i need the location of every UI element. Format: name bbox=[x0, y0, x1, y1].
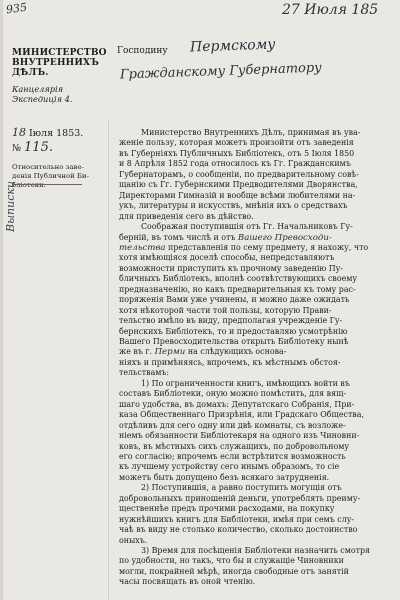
body-line bbox=[119, 306, 393, 316]
body-line bbox=[119, 222, 400, 232]
body-line bbox=[119, 389, 393, 399]
body-line bbox=[119, 525, 393, 535]
body-text: на слѣдующихъ основа- bbox=[185, 347, 287, 357]
body-text: хотя имѣющіяся доселѣ способы, непредставляютъ bbox=[119, 253, 335, 263]
body-text: для приведенія сего въ дѣйство. bbox=[119, 211, 254, 221]
body-text: добровольныхъ приношеній деньги, употреблять преиму- bbox=[119, 493, 361, 503]
body-line bbox=[119, 264, 393, 274]
body-line bbox=[119, 567, 393, 577]
chancery-line: Экспедиція 4. bbox=[12, 94, 73, 104]
body-text: поряженія Вами уже учинены, и можно даже ожидать bbox=[119, 295, 350, 305]
body-text: 3) Время для посѣщенія Библіотеки назначить смотря bbox=[141, 546, 370, 555]
subject-line: Относительно заве- bbox=[12, 163, 84, 171]
body-text: оныхъ. bbox=[119, 535, 148, 545]
body-line bbox=[119, 431, 393, 441]
body-line bbox=[119, 483, 400, 493]
body-line bbox=[119, 233, 393, 243]
body-handwritten-insert: Перми bbox=[154, 347, 186, 358]
letter-number-label: № bbox=[12, 143, 21, 154]
body-line bbox=[119, 159, 393, 169]
body-line bbox=[119, 546, 400, 556]
chancery-line: Канцелярія bbox=[12, 84, 64, 94]
body-line bbox=[119, 473, 393, 483]
body-text: бличныхъ Библіотекъ, вполнѣ соотвѣтствующихъ своему bbox=[119, 274, 358, 284]
ministry-line: ВНУТРЕННИХЪ bbox=[12, 58, 100, 68]
ministry-heading bbox=[12, 48, 107, 78]
body-text: шаго удобства, въ домахъ: Депутатскаго Собранія, При- bbox=[119, 399, 355, 409]
body-text: ковъ, въ мѣстныхъ сихъ служащихъ, по добровольному bbox=[119, 441, 350, 451]
body-text: отдѣливъ для сего одну или двѣ комнаты, съ возложе- bbox=[119, 420, 346, 430]
body-text: Соображая поступившія отъ Гг. Начальниковъ Гу- bbox=[141, 222, 353, 232]
body-text: могли, покрайней мѣрѣ, иногда свободные отъ занятій bbox=[119, 566, 349, 576]
body-text: чаѣ въ виду не столько количество, сколько достоинство bbox=[119, 525, 358, 535]
body-line bbox=[119, 285, 393, 295]
body-line bbox=[119, 368, 393, 378]
margin-fold-line bbox=[108, 120, 109, 600]
body-text: бернскихъ Библіотекъ, то и предоставляю усмотрѣнію bbox=[119, 326, 348, 336]
body-text: нужнѣйшихъ книгъ для Библіотеки, имѣя при семъ слу- bbox=[119, 514, 355, 524]
body-line bbox=[119, 504, 393, 514]
body-line bbox=[119, 400, 393, 410]
subject-line: бліотеки. bbox=[12, 181, 46, 189]
addressee-handwritten-line: Пермскому bbox=[189, 36, 276, 56]
body-line bbox=[119, 128, 400, 138]
body-text: можетъ быть допущено безъ всякаго затрудненія. bbox=[119, 472, 330, 482]
body-text: 1) По ограниченности книгъ, имѣющихъ войти въ bbox=[141, 378, 350, 388]
body-line bbox=[119, 337, 393, 347]
corner-archive-number: 935 bbox=[5, 0, 28, 17]
body-text: укъ, литературы и искусствъ, мнѣнія ихъ о средствахъ bbox=[119, 201, 348, 211]
letter-number-value: 115. bbox=[24, 140, 53, 155]
body-text: Министерство Внутреннихъ Дѣлъ, принимая въ ува- bbox=[141, 128, 361, 137]
body-text: и 8 Апрѣля 1852 года относилось къ Гг. Гражданскимъ bbox=[119, 159, 351, 169]
body-text: щественнѣе предъ прочими расходами, на покупку bbox=[119, 504, 335, 514]
subject-line: денія Публичной Би- bbox=[12, 172, 89, 180]
letter-number bbox=[12, 140, 53, 155]
body-text: возможности приступить къ прочному заведенію Пу- bbox=[119, 263, 343, 273]
body-line bbox=[119, 515, 393, 525]
body-line bbox=[119, 421, 393, 431]
body-text: въ Губерніяхъ Публичныхъ Библіотекъ, отъ 5 Іюля 1850 bbox=[119, 148, 355, 158]
body-line bbox=[119, 138, 393, 148]
body-text: же въ г. bbox=[119, 347, 155, 357]
body-line bbox=[119, 191, 393, 201]
body-line bbox=[119, 462, 393, 472]
body-text: составъ Библіотеки, оную можно помѣстить, для вящ- bbox=[119, 389, 347, 399]
received-date-handwritten: 27 Июля 185 bbox=[282, 2, 379, 18]
body-text: къ лучшему устройству сего инымъ образомъ, то сіе bbox=[119, 462, 340, 472]
body-text: его согласію; впрочемъ если встрѣтится возможность bbox=[119, 451, 346, 461]
ministry-line: ДѢЛЪ. bbox=[12, 68, 49, 78]
body-line bbox=[119, 347, 393, 357]
body-line bbox=[119, 327, 393, 337]
body-line bbox=[119, 201, 393, 211]
letter-date-month-year: Іюля 1853. bbox=[29, 128, 84, 139]
body-text: берній, въ томъ числѣ и отъ bbox=[119, 232, 238, 242]
body-text: тельство имѣло въ виду, предполагая учрежденіе Гу- bbox=[119, 316, 343, 326]
body-line bbox=[119, 149, 393, 159]
body-line bbox=[119, 536, 393, 546]
body-text: каза Общественнаго Призрѣнія, или Градскаго Общества, bbox=[119, 410, 364, 420]
body-text: представленія по сему предмету, я нахожу, что bbox=[165, 242, 369, 252]
body-line bbox=[119, 180, 393, 190]
letter-date bbox=[12, 126, 83, 139]
body-text: щанію съ Гг. Губернскими Предводителями Дворянства, bbox=[119, 180, 358, 190]
body-line bbox=[119, 243, 393, 253]
body-text: хотя нѣкоторой части той пользы, которую Прави- bbox=[119, 305, 332, 315]
body-line bbox=[119, 253, 393, 263]
body-line bbox=[119, 274, 393, 284]
body-line bbox=[119, 577, 393, 587]
addressee-label: Господину bbox=[117, 46, 168, 56]
page-edge-shadow bbox=[0, 0, 3, 600]
body-line bbox=[119, 410, 393, 420]
body-line bbox=[119, 316, 393, 326]
body-line bbox=[119, 358, 393, 368]
body-text: женіе пользу, которая можетъ произойти отъ заведенія bbox=[119, 138, 354, 148]
body-line bbox=[119, 442, 393, 452]
body-text: часы посвящать въ оной чтенію. bbox=[119, 577, 256, 587]
body-line bbox=[119, 170, 393, 180]
letter-date-day: 18 bbox=[12, 126, 26, 139]
body-text: предназначенію, но какъ предварительныя къ тому рас- bbox=[119, 284, 356, 294]
body-handwritten-insert: тельства bbox=[119, 242, 166, 253]
body-text: по удобности, но такъ, что бы и служащіе Чиновники bbox=[119, 556, 344, 566]
body-text: ніяхъ и примѣняясь, впрочемъ, къ мѣстнымъ обстоя- bbox=[119, 357, 341, 367]
body-text: 2) Поступившія, а равно поступить могущія отъ bbox=[141, 483, 342, 493]
body-handwritten-insert: Вашего Превосходи- bbox=[237, 232, 332, 243]
body-text: Губернаторамъ, о сообщеніи, по предварительному совѣ- bbox=[119, 169, 359, 179]
subject-underline bbox=[12, 184, 82, 185]
body-text: тельствамъ: bbox=[119, 368, 170, 378]
body-text: ніемъ обязанности Библіотекаря на одного изъ Чиновни- bbox=[119, 431, 360, 441]
body-line bbox=[119, 379, 400, 389]
margin-vertical-note: Выписки bbox=[4, 180, 17, 232]
addressee-handwritten-line: Гражданскому Губернатору bbox=[119, 60, 322, 83]
body-line bbox=[119, 452, 393, 462]
body-line bbox=[119, 556, 393, 566]
body-line bbox=[119, 494, 393, 504]
body-text: Директорами Гимназій и вообще всѣми любителями на- bbox=[119, 190, 356, 200]
subject-note bbox=[12, 163, 89, 190]
body-line bbox=[119, 295, 393, 305]
ministry-line: МИНИСТЕРСТВО bbox=[12, 48, 107, 58]
body-line bbox=[119, 212, 393, 222]
chancery-heading bbox=[12, 84, 73, 104]
body-text: Вашего Превосходительства открыть Библіотеку нынѣ bbox=[119, 337, 349, 346]
